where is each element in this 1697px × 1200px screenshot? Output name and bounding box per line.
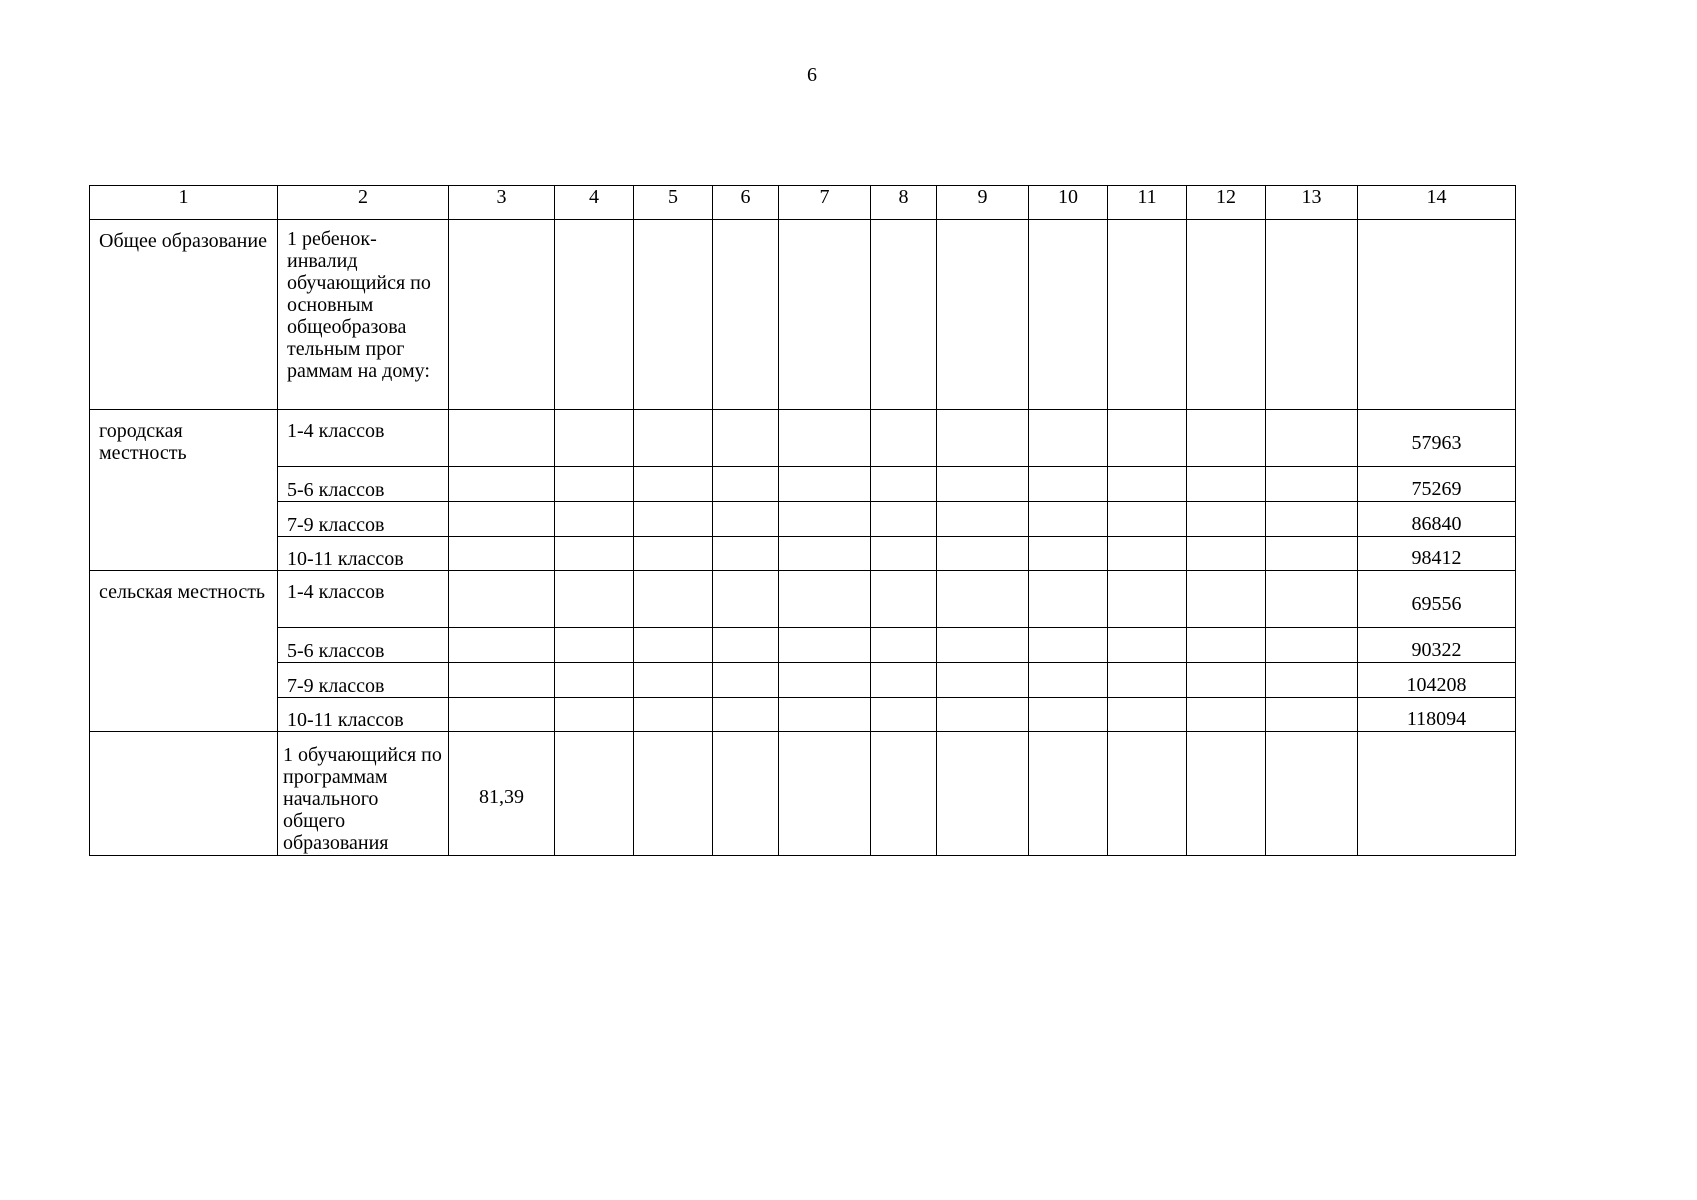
data-table <box>89 185 1516 856</box>
value-cell: 81,39 <box>449 732 555 856</box>
column-number: 9 <box>937 186 1029 220</box>
value-cell: 118094 <box>1358 698 1516 732</box>
column-number: 1 <box>90 186 278 220</box>
value-cell: 98412 <box>1358 537 1516 571</box>
grades-cell: 10-11 классов <box>278 698 449 732</box>
value-cell: 104208 <box>1358 663 1516 698</box>
grades-cell: 5-6 классов <box>278 467 449 502</box>
description-cell: 1 ребенок-инвалид обучающийся по основным общеобразова тельным прог раммам на дому: <box>278 220 449 410</box>
table-row <box>90 732 1516 856</box>
column-number: 4 <box>555 186 634 220</box>
table-row <box>90 467 1516 502</box>
category-cell: Общее образование <box>90 220 278 410</box>
column-number: 8 <box>871 186 937 220</box>
description-cell: 1 обучающийся по программам начального общего образования <box>278 732 449 856</box>
grades-cell: 5-6 классов <box>278 628 449 663</box>
table-row <box>90 410 1516 467</box>
column-number: 11 <box>1108 186 1187 220</box>
column-number: 7 <box>779 186 871 220</box>
table-row <box>90 220 1516 410</box>
grades-cell: 7-9 классов <box>278 663 449 698</box>
column-number: 5 <box>634 186 713 220</box>
value-cell: 69556 <box>1358 571 1516 628</box>
locality-cell: сельская местность <box>90 571 278 732</box>
table-row <box>90 571 1516 628</box>
page-number: 6 <box>807 64 817 86</box>
value-cell: 90322 <box>1358 628 1516 663</box>
column-number: 6 <box>713 186 779 220</box>
table-row <box>90 502 1516 537</box>
value-cell: 86840 <box>1358 502 1516 537</box>
header-row <box>90 186 1516 220</box>
grades-cell: 10-11 классов <box>278 537 449 571</box>
column-number: 2 <box>278 186 449 220</box>
column-number: 12 <box>1187 186 1266 220</box>
column-number: 13 <box>1266 186 1358 220</box>
value-cell: 75269 <box>1358 467 1516 502</box>
column-number: 3 <box>449 186 555 220</box>
table-row <box>90 663 1516 698</box>
table-row <box>90 537 1516 571</box>
table-row <box>90 628 1516 663</box>
table-row <box>90 698 1516 732</box>
column-number: 14 <box>1358 186 1516 220</box>
grades-cell: 1-4 классов <box>278 410 449 467</box>
grades-cell: 1-4 классов <box>278 571 449 628</box>
locality-cell: городская местность <box>90 410 278 571</box>
column-number: 10 <box>1029 186 1108 220</box>
value-cell: 57963 <box>1358 410 1516 467</box>
grades-cell: 7-9 классов <box>278 502 449 537</box>
